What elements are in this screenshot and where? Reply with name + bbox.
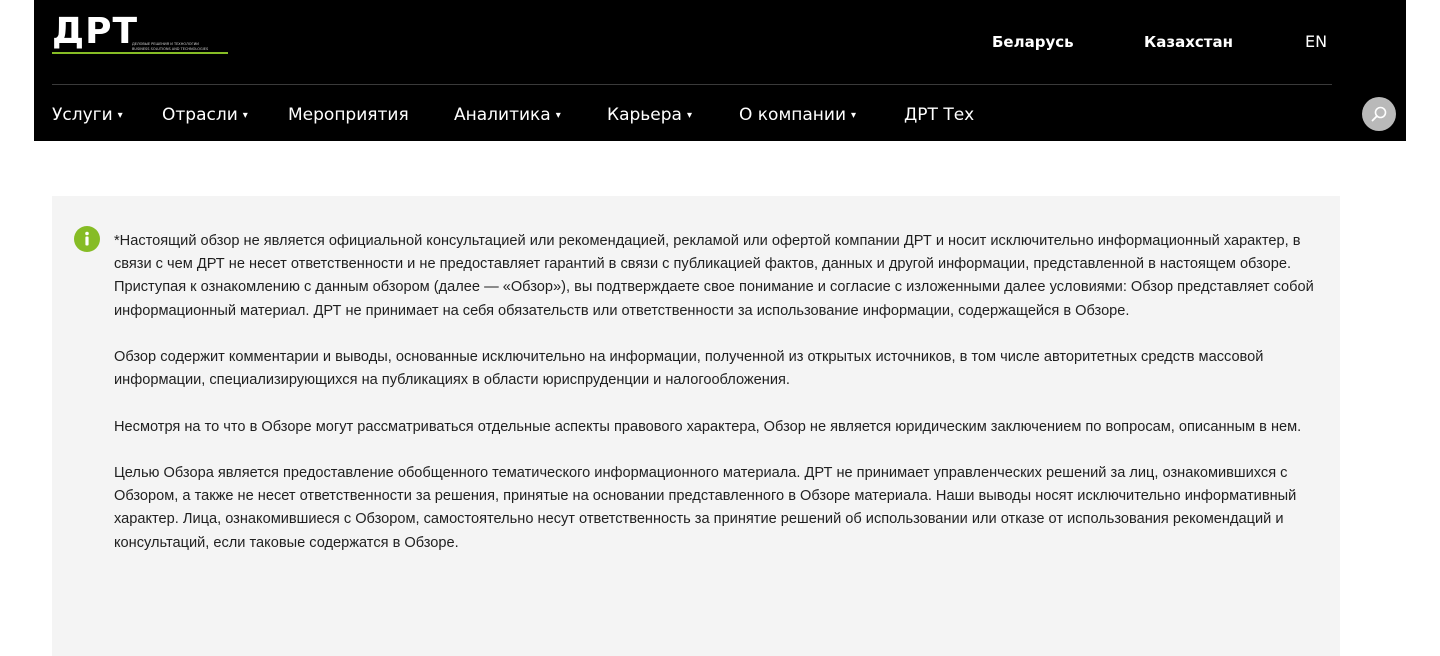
disclaimer-text: [114, 230, 1324, 555]
nav-item-services[interactable]: Услуги ▾: [52, 105, 123, 125]
language-switch[interactable]: EN: [1305, 32, 1328, 51]
header-divider: [52, 84, 1332, 85]
site-header: [34, 0, 1406, 141]
disclaimer-paragraph: Обзор содержит комментарии и выводы, основанные исключительно на информации, полученной из открытых источников, в том числе авторитетных средств массовой информации, специализирующихся на публикациях в области юриспруденции и налогообложения.: [114, 349, 1264, 389]
logo-mark: ДРТ: [52, 11, 139, 52]
search-button[interactable]: [1362, 97, 1396, 131]
logo-underline: [52, 52, 228, 54]
nav-item-industries[interactable]: Отрасли ▾: [162, 105, 248, 125]
disclaimer-paragraph: Целью Обзора является предоставление обобщенного тематического информационного материала. ДРТ не принимает управленческих решений за лиц, ознакомившихся с Обзором, а также не несет ответственности за решения, принятые на основании представленного в Обзоре материала. Наши выводы носят исключительно информативный характер. Лица, ознакомившиеся с Обзором, самостоятельно несут ответственность за принятие решений об использовании или отказе от использования рекомендаций и консультаций, если таковые содержатся в Обзоре.: [114, 464, 1297, 551]
logo-tagline: [132, 42, 232, 52]
disclaimer-paragraph: *Настоящий обзор не является официальной консультацией или рекомендацией, рекламой или офертой компании ДРТ и носит исключительно информационный характер, в связи с чем ДРТ не несет ответственности и не предоставляет гарантий в связи с публикацией фактов, данных и другой информации, представленной в настоящем обзоре.: [114, 233, 1301, 273]
disclaimer-notice: [52, 196, 1340, 656]
chevron-down-icon: ▾: [117, 110, 123, 121]
disclaimer-paragraph: Несмотря на то что в Обзоре могут рассматриваться отдельные аспекты правового характера, Обзор не является юридическим заключением по вопросам, описанным в нем.: [114, 418, 1302, 435]
chevron-down-icon: ▾: [242, 110, 248, 121]
info-icon: [74, 226, 100, 252]
chevron-down-icon: ▾: [851, 110, 857, 121]
nav-item-events[interactable]: Мероприятия: [288, 105, 409, 125]
nav-item-about[interactable]: О компании ▾: [739, 105, 857, 125]
nav-item-careers[interactable]: Карьера ▾: [607, 105, 692, 125]
logo[interactable]: [52, 12, 232, 64]
search-icon: [1370, 105, 1388, 123]
region-link-belarus[interactable]: Беларусь: [992, 33, 1074, 51]
nav-item-analytics[interactable]: Аналитика ▾: [454, 105, 561, 125]
chevron-down-icon: ▾: [555, 110, 561, 121]
region-link-kazakhstan[interactable]: Казахстан: [1144, 33, 1233, 51]
logo-tagline-en: BUSINESS SOLUTIONS AND TECHNOLOGIES: [132, 47, 209, 51]
logo-tagline-ru: ДЕЛОВЫЕ РЕШЕНИЯ И ТЕХНОЛОГИИ: [132, 42, 199, 46]
nav-item-drt-tech[interactable]: ДРТ Тех: [904, 105, 975, 125]
disclaimer-paragraph: Приступая к ознакомлению с данным обзором (далее — «Обзор»), вы подтверждаете свое понимание и согласие с изложенными далее условиями: Обзор представляет собой информационный материал. ДРТ не принимает на себя обязательств или ответственности за использование информации, содержащейся в Обзоре.: [114, 279, 1314, 319]
chevron-down-icon: ▾: [686, 110, 692, 121]
